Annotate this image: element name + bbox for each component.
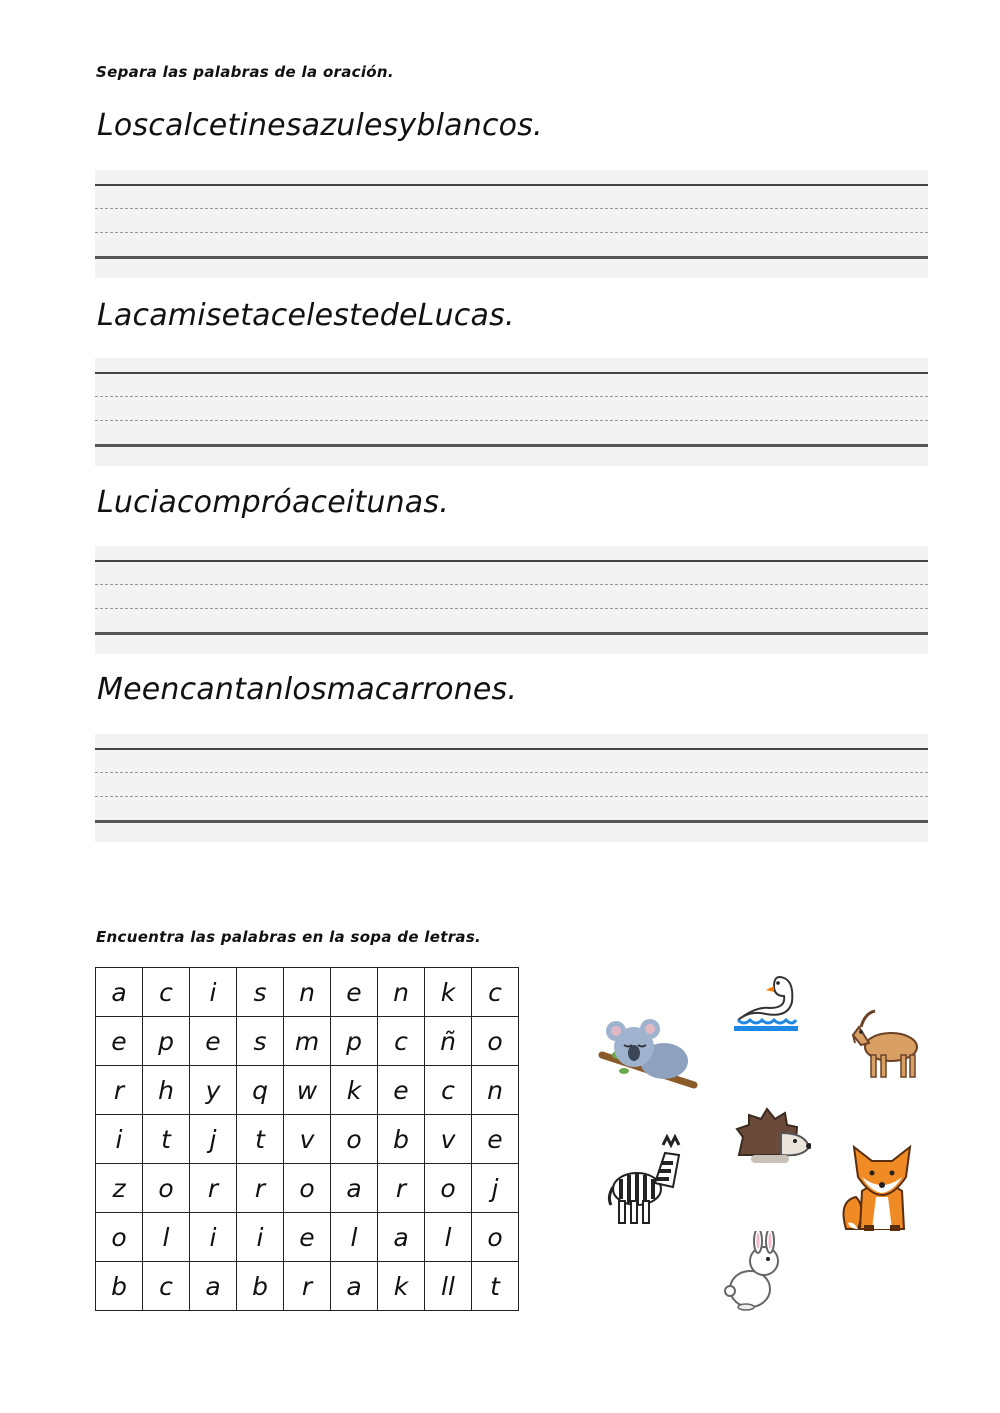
grid-cell[interactable]: t xyxy=(472,1262,519,1311)
grid-cell[interactable]: r xyxy=(378,1164,425,1213)
grid-cell[interactable]: o xyxy=(472,1213,519,1262)
grid-cell[interactable]: n xyxy=(378,968,425,1017)
grid-cell[interactable]: r xyxy=(96,1066,143,1115)
writing-lines-1[interactable] xyxy=(95,170,928,278)
grid-cell[interactable]: i xyxy=(190,1213,237,1262)
grid-row xyxy=(96,968,519,1017)
grid-cell[interactable]: v xyxy=(284,1115,331,1164)
grid-cell[interactable]: o xyxy=(143,1164,190,1213)
hedgehog-icon xyxy=(733,1107,811,1169)
instruction-separate: Separa las palabras de la oración. xyxy=(96,63,394,81)
grid-cell[interactable]: p xyxy=(331,1017,378,1066)
grid-cell[interactable]: e xyxy=(331,968,378,1017)
grid-cell[interactable]: k xyxy=(378,1262,425,1311)
grid-cell[interactable]: n xyxy=(472,1066,519,1115)
grid-cell[interactable]: e xyxy=(96,1017,143,1066)
grid-cell[interactable]: o xyxy=(472,1017,519,1066)
writing-lines-3[interactable] xyxy=(95,546,928,654)
rabbit-icon xyxy=(720,1231,786,1311)
grid-cell[interactable]: e xyxy=(190,1017,237,1066)
writing-lines-2[interactable] xyxy=(95,358,928,466)
grid-cell[interactable]: v xyxy=(425,1115,472,1164)
grid-cell[interactable]: c xyxy=(378,1017,425,1066)
grid-cell[interactable]: q xyxy=(237,1066,284,1115)
grid-cell[interactable]: b xyxy=(378,1115,425,1164)
grid-cell[interactable]: e xyxy=(284,1213,331,1262)
grid-cell[interactable]: a xyxy=(378,1213,425,1262)
grid-cell[interactable]: o xyxy=(331,1115,378,1164)
grid-cell[interactable]: h xyxy=(143,1066,190,1115)
sentence-1: Loscalcetinesazulesyblancos. xyxy=(97,108,543,143)
grid-cell[interactable]: p xyxy=(143,1017,190,1066)
grid-cell[interactable]: w xyxy=(284,1066,331,1115)
grid-cell[interactable]: o xyxy=(425,1164,472,1213)
grid-cell[interactable]: z xyxy=(96,1164,143,1213)
grid-cell[interactable]: a xyxy=(331,1164,378,1213)
grid-cell[interactable]: k xyxy=(425,968,472,1017)
sentence-2: LacamisetacelestedeLucas. xyxy=(97,298,515,333)
grid-cell[interactable]: t xyxy=(237,1115,284,1164)
grid-cell[interactable]: t xyxy=(143,1115,190,1164)
grid-cell[interactable]: b xyxy=(96,1262,143,1311)
grid-cell[interactable]: e xyxy=(378,1066,425,1115)
grid-row xyxy=(96,1213,519,1262)
grid-cell[interactable]: j xyxy=(472,1164,519,1213)
koala-icon xyxy=(598,1015,698,1093)
zebra-icon xyxy=(603,1133,689,1228)
grid-cell[interactable]: a xyxy=(331,1262,378,1311)
grid-cell[interactable]: r xyxy=(284,1262,331,1311)
grid-row xyxy=(96,1262,519,1311)
grid-cell[interactable]: n xyxy=(284,968,331,1017)
grid-cell[interactable]: o xyxy=(284,1164,331,1213)
word-search-grid xyxy=(95,967,519,1311)
swan-icon xyxy=(730,968,802,1034)
grid-row xyxy=(96,1017,519,1066)
sentence-3: Luciacompróaceitunas. xyxy=(97,485,449,520)
grid-cell[interactable]: j xyxy=(190,1115,237,1164)
writing-lines-4[interactable] xyxy=(95,734,928,842)
grid-cell[interactable]: s xyxy=(237,968,284,1017)
grid-row xyxy=(96,1066,519,1115)
fox-icon xyxy=(838,1137,924,1235)
grid-cell[interactable]: l xyxy=(143,1213,190,1262)
grid-cell[interactable]: c xyxy=(425,1066,472,1115)
grid-row xyxy=(96,1164,519,1213)
grid-cell[interactable]: ll xyxy=(425,1262,472,1311)
grid-cell[interactable]: r xyxy=(237,1164,284,1213)
grid-cell[interactable]: i xyxy=(190,968,237,1017)
grid-cell[interactable]: y xyxy=(190,1066,237,1115)
grid-row xyxy=(96,1115,519,1164)
grid-cell[interactable]: a xyxy=(96,968,143,1017)
grid-cell[interactable]: ñ xyxy=(425,1017,472,1066)
instruction-word-search: Encuentra las palabras en la sopa de letras. xyxy=(96,928,482,946)
grid-cell[interactable]: c xyxy=(143,968,190,1017)
grid-cell[interactable]: i xyxy=(237,1213,284,1262)
grid-cell[interactable]: s xyxy=(237,1017,284,1066)
grid-cell[interactable]: c xyxy=(143,1262,190,1311)
grid-cell[interactable]: l xyxy=(331,1213,378,1262)
sentence-4: Meencantanlosmacarrones. xyxy=(97,672,518,707)
grid-cell[interactable]: m xyxy=(284,1017,331,1066)
grid-cell[interactable]: r xyxy=(190,1164,237,1213)
grid-cell[interactable]: o xyxy=(96,1213,143,1262)
grid-cell[interactable]: k xyxy=(331,1066,378,1115)
grid-cell[interactable]: e xyxy=(472,1115,519,1164)
grid-cell[interactable]: c xyxy=(472,968,519,1017)
goat-icon xyxy=(845,1005,923,1081)
grid-cell[interactable]: l xyxy=(425,1213,472,1262)
grid-cell[interactable]: b xyxy=(237,1262,284,1311)
grid-cell[interactable]: i xyxy=(96,1115,143,1164)
grid-cell[interactable]: a xyxy=(190,1262,237,1311)
